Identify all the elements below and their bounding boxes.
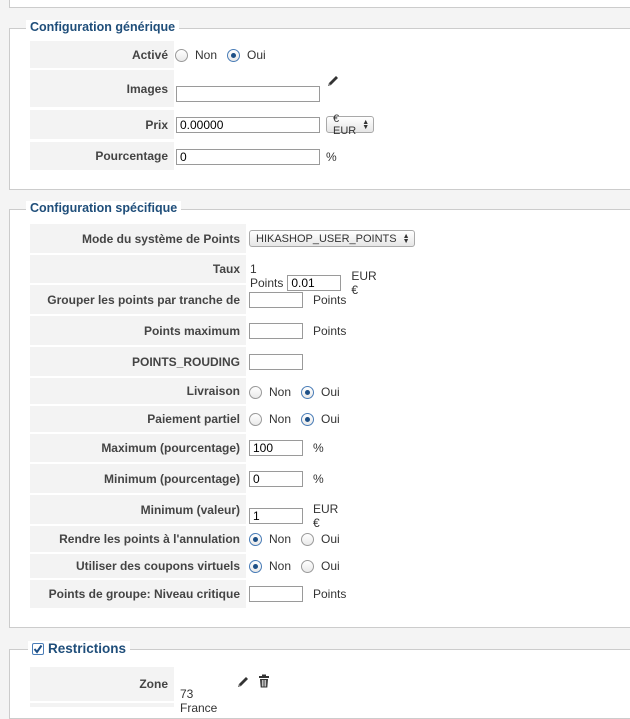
min-pct-input[interactable]: [249, 471, 303, 487]
percentage-label: Pourcentage: [30, 142, 174, 170]
shipping-no-radio[interactable]: [249, 386, 262, 399]
select-arrows-icon: ▲ ▼: [362, 118, 370, 131]
restrictions-title-text: Restrictions: [48, 641, 127, 656]
virtual-coupons-label: Utiliser des coupons virtuels: [30, 554, 246, 578]
rate-unit: EUR €: [351, 269, 377, 297]
virtual-no-radio[interactable]: [249, 560, 262, 573]
critical-level-input[interactable]: [249, 586, 303, 602]
percentage-input[interactable]: [176, 149, 320, 165]
shipping-radio-group: [249, 385, 346, 399]
min-pct-unit: %: [313, 472, 324, 486]
active-no-radio[interactable]: [175, 49, 188, 62]
pencil-icon[interactable]: [326, 74, 340, 88]
max-pct-controls: [249, 440, 324, 456]
group-unit: Points: [313, 293, 347, 307]
trash-icon[interactable]: [258, 674, 270, 688]
specific-config-title-text: Configuration spécifique: [30, 201, 178, 215]
shipping-no-label[interactable]: Non: [269, 385, 292, 399]
refund-radio-group: [249, 532, 346, 546]
mode-select[interactable]: [249, 230, 415, 247]
virtual-no-label[interactable]: Non: [269, 559, 292, 573]
generic-config-title: [26, 20, 179, 34]
rate-label: Taux: [30, 255, 246, 283]
zone-label: Zone: [30, 667, 174, 701]
min-pct-controls: [249, 471, 324, 487]
max-points-unit: Points: [313, 324, 347, 338]
percentage-unit: %: [326, 150, 337, 164]
virtual-yes-label[interactable]: Oui: [321, 559, 340, 573]
active-radio-group: [175, 48, 272, 62]
min-val-controls: [249, 502, 338, 530]
restrictions-title[interactable]: [28, 641, 130, 656]
generic-config-title-text: Configuration générique: [30, 20, 176, 34]
max-pct-input[interactable]: [249, 440, 303, 456]
images-label: Images: [30, 70, 174, 107]
refund-no-label[interactable]: Non: [269, 532, 292, 546]
shipping-label: Livraison: [30, 378, 246, 404]
min-val-unit: EUR €: [313, 502, 339, 530]
mode-select-arrows-icon: ▲ ▼: [402, 232, 410, 245]
group-input[interactable]: [249, 292, 303, 308]
max-points-label: Points maximum: [30, 316, 246, 345]
shipping-yes-label[interactable]: Oui: [321, 385, 340, 399]
max-pct-unit: %: [313, 441, 324, 455]
max-points-input[interactable]: [249, 323, 303, 339]
refund-yes-radio[interactable]: [301, 533, 314, 546]
active-yes-radio[interactable]: [227, 49, 240, 62]
refund-yes-label[interactable]: Oui: [321, 532, 340, 546]
group-controls: [249, 292, 346, 308]
restrictions-checkbox[interactable]: [32, 643, 44, 655]
rate-prefix: 1 Points: [250, 262, 284, 290]
active-no-label[interactable]: Non: [195, 48, 218, 62]
shipping-yes-radio[interactable]: [301, 386, 314, 399]
min-val-label: Minimum (valeur): [30, 495, 246, 524]
critical-level-controls: [249, 586, 346, 602]
images-input[interactable]: [176, 86, 320, 102]
group-label: Grouper les points par tranche de: [30, 285, 246, 314]
refund-label: Rendre les points à l'annulation: [30, 526, 246, 552]
virtual-yes-radio[interactable]: [301, 560, 314, 573]
price-label: Prix: [30, 110, 174, 139]
critical-level-label: Points de groupe: Niveau critique: [30, 580, 246, 608]
max-points-controls: [249, 323, 346, 339]
previous-panel-bottom: [9, 0, 630, 8]
zone-row-next: [30, 703, 174, 707]
refund-no-radio[interactable]: [249, 533, 262, 546]
critical-level-unit: Points: [313, 587, 347, 601]
partial-payment-label: Paiement partiel: [30, 406, 246, 432]
rate-input[interactable]: [287, 275, 341, 291]
min-val-input[interactable]: [249, 508, 303, 524]
active-label: Activé: [30, 41, 174, 68]
rounding-input[interactable]: [249, 354, 303, 370]
max-pct-label: Maximum (pourcentage): [30, 434, 246, 462]
mode-select-value: HIKASHOP_USER_POINTS: [256, 232, 397, 245]
price-input[interactable]: [176, 117, 320, 133]
currency-select-value: € EUR: [333, 112, 357, 137]
zone-value: 73 France: [180, 687, 218, 715]
edit-zone-icon[interactable]: [236, 675, 250, 689]
currency-select[interactable]: [326, 112, 374, 137]
partial-yes-label[interactable]: Oui: [321, 412, 340, 426]
rounding-label: POINTS_ROUDING: [30, 347, 246, 376]
active-yes-label[interactable]: Oui: [247, 48, 266, 62]
min-pct-label: Minimum (pourcentage): [30, 464, 246, 493]
partial-no-label[interactable]: Non: [269, 412, 292, 426]
partial-yes-radio[interactable]: [301, 413, 314, 426]
partial-payment-radio-group: [249, 412, 346, 426]
mode-label: Mode du système de Points: [30, 224, 246, 253]
checkmark-icon: [33, 644, 43, 654]
partial-no-radio[interactable]: [249, 413, 262, 426]
specific-config-title: [26, 201, 181, 215]
virtual-coupons-radio-group: [249, 559, 346, 573]
